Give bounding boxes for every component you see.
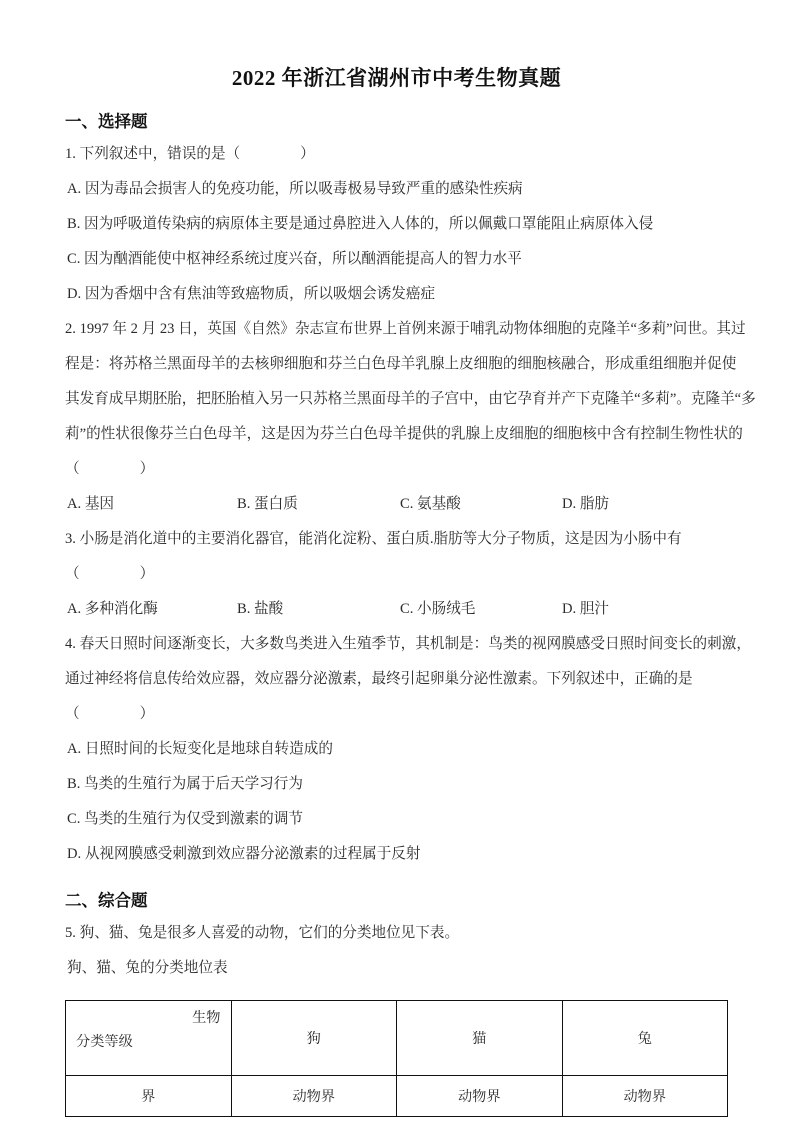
- question-3-stem: [65, 522, 728, 557]
- question-1: [65, 137, 728, 312]
- question-1-option-b[interactable]: B. 因为呼吸道传染病的病原体主要是通过鼻腔进入人体的，所以佩戴口罩能阻止病原体入侵: [67, 216, 654, 232]
- question-4-stem-line-1: 4. 春天日照时间逐渐变长，大多数鸟类进入生殖季节，其机制是：鸟类的视网膜感受日照时间变长的刺激，: [65, 636, 751, 652]
- question-2-stem: [65, 312, 756, 452]
- question-3-option-d[interactable]: D. 胆汁: [562, 601, 610, 617]
- question-3-stem-line-1: 3. 小肠是消化道中的主要消化器官，能消化淀粉、蛋白质.脂肪等大分子物质，这是因为小肠中有: [65, 531, 682, 547]
- question-1-answer-blank: [240, 137, 315, 172]
- table-corner-top-label: 生物: [192, 1010, 221, 1026]
- question-4-options: [65, 732, 728, 872]
- question-2-paren-close: ）: [139, 461, 155, 477]
- question-3: [65, 522, 728, 627]
- question-4-stem: [65, 627, 751, 697]
- page-title: 2022 年浙江省湖州市中考生物真题: [231, 66, 562, 90]
- question-4-answer-blank[interactable]: [65, 697, 728, 732]
- question-3-paren-close: ）: [139, 566, 155, 582]
- question-1-option-a[interactable]: A. 因为毒品会损害人的免疫功能，所以吸毒极易导致严重的感染性疾病: [67, 181, 523, 197]
- question-4-paren-open: （: [65, 706, 80, 722]
- table-corner-cell: [66, 1001, 232, 1076]
- question-1-paren-close: ）: [300, 146, 315, 162]
- question-2-options: [65, 487, 728, 522]
- table-column-header-dog: 狗: [231, 1001, 397, 1076]
- question-2-option-d[interactable]: D. 脂肪: [562, 496, 610, 512]
- section-heading-2: 二、综合题: [65, 891, 148, 910]
- question-3-option-b[interactable]: B. 盐酸: [237, 601, 284, 617]
- question-5-stem-line-1: 5. 狗、猫、兔是很多人喜爱的动物，它们的分类地位见下表。: [65, 925, 460, 941]
- table-corner-bottom-label: 分类等级: [76, 1034, 133, 1050]
- question-2-option-a[interactable]: A. 基因: [67, 496, 115, 512]
- question-3-option-a[interactable]: A. 多种消化酶: [67, 601, 158, 617]
- table-row: [66, 1076, 728, 1117]
- question-1-stem-text: 1. 下列叙述中，错误的是（: [65, 146, 241, 162]
- table-header-row: [66, 1001, 728, 1076]
- question-4: [65, 627, 751, 872]
- question-4-paren-close: ）: [139, 706, 155, 722]
- question-2-option-b[interactable]: B. 蛋白质: [237, 496, 298, 512]
- question-4-option-c[interactable]: C. 鸟类的生殖行为仅受到激素的调节: [67, 811, 303, 827]
- table-cell-dog: 动物界: [231, 1076, 397, 1117]
- section-heading-1: 一、选择题: [65, 112, 148, 131]
- question-5: [65, 916, 728, 1117]
- question-5-stem: [65, 916, 728, 951]
- question-4-stem-line-2: 通过神经将信息传给效应器，效应器分泌激素，最终引起卵巢分泌性激素。下列叙述中，正确的是: [65, 671, 693, 687]
- question-1-options: [65, 172, 728, 312]
- question-3-options: [65, 592, 728, 627]
- question-2-option-c[interactable]: C. 氨基酸: [400, 496, 461, 512]
- question-2-stem-line-1: 2. 1997 年 2 月 23 日，英国《自然》杂志宣布世界上首例来源于哺乳动物体细胞的克隆羊“多莉”问世。其过: [65, 321, 746, 337]
- table-cell-cat: 动物界: [397, 1076, 563, 1117]
- question-2-stem-line-2: 程是：将苏格兰黑面母羊的去核卵细胞和芬兰白色母羊乳腺上皮细胞的细胞核融合，形成重组细胞并促使: [65, 356, 737, 372]
- classification-table: [65, 1000, 728, 1117]
- table-row-level: 界: [66, 1076, 232, 1117]
- question-3-answer-blank[interactable]: [65, 557, 728, 592]
- question-3-paren-open: （: [65, 566, 80, 582]
- table-cell-rabbit: 动物界: [562, 1076, 728, 1117]
- table-column-header-cat: 猫: [397, 1001, 563, 1076]
- question-4-option-a[interactable]: A. 日照时间的长短变化是地球自转造成的: [67, 741, 333, 757]
- table-caption: 狗、猫、兔的分类地位表: [67, 960, 228, 976]
- question-2-stem-line-3: 其发育成早期胚胎，把胚胎植入另一只苏格兰黑面母羊的子宫中，由它孕育并产下克隆羊“多莉”。克隆羊“多: [65, 391, 756, 407]
- question-1-option-d[interactable]: D. 因为香烟中含有焦油等致癌物质，所以吸烟会诱发癌症: [67, 286, 436, 302]
- question-2-paren-open: （: [65, 461, 80, 477]
- question-4-option-d[interactable]: D. 从视网膜感受刺激到效应器分泌激素的过程属于反射: [67, 846, 421, 862]
- question-4-option-b[interactable]: B. 鸟类的生殖行为属于后天学习行为: [67, 776, 303, 792]
- question-2-answer-blank[interactable]: [65, 452, 728, 487]
- question-2: [65, 312, 756, 522]
- question-1-option-c[interactable]: C. 因为酗酒能使中枢神经系统过度兴奋，所以酗酒能提高人的智力水平: [67, 251, 522, 267]
- question-2-stem-line-4: 莉”的性状很像芬兰白色母羊，这是因为芬兰白色母羊提供的乳腺上皮细胞的细胞核中含有控制生物性状的: [65, 426, 743, 442]
- question-1-stem: [65, 137, 728, 172]
- question-3-option-c[interactable]: C. 小肠绒毛: [400, 601, 476, 617]
- table-column-header-rabbit: 兔: [562, 1001, 728, 1076]
